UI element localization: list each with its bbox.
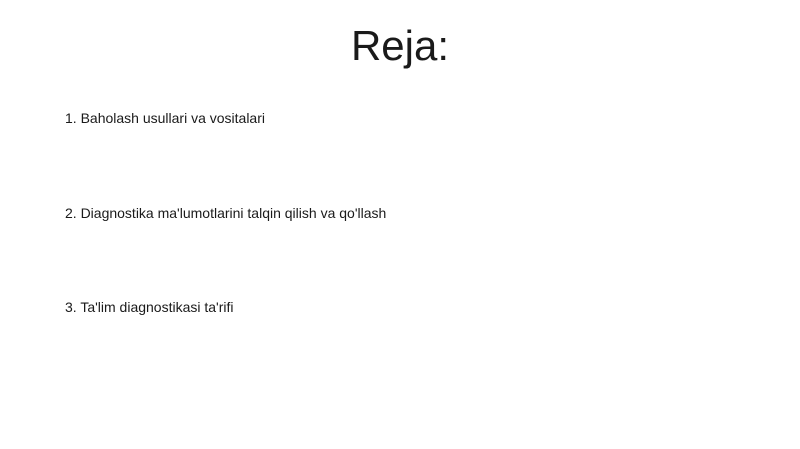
plan-item-1: 1. Baholash usullari va vositalari	[65, 110, 265, 126]
slide-title: Reja:	[350, 22, 450, 69]
plan-item-3: 3. Ta'lim diagnostikasi ta'rifi	[65, 299, 234, 315]
plan-item-2: 2. Diagnostika ma'lumotlarini talqin qilish va qo'llash	[65, 205, 387, 221]
